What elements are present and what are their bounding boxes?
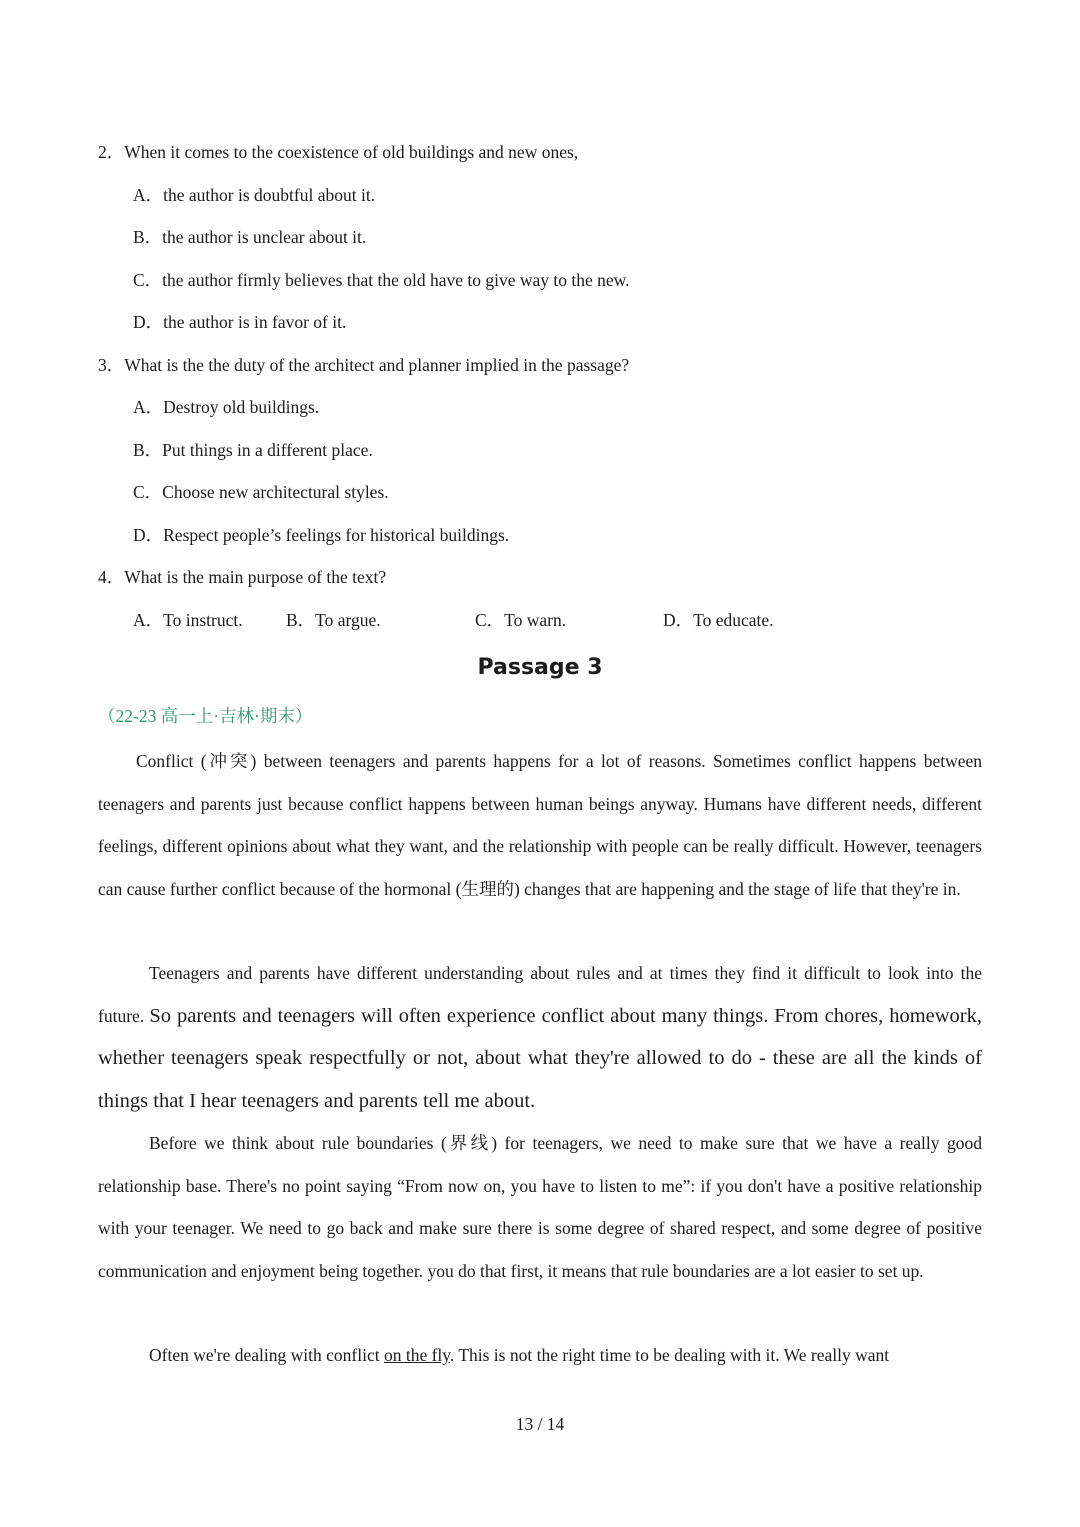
q2-option-c: C．the author firmly believes that the old have to give way to the new.: [133, 270, 630, 290]
passage-title: Passage 3: [477, 655, 603, 680]
paragraph-4-end: . This is not the right time to be dealing with it. We really want: [449, 1345, 890, 1365]
q3-option-c: C．Choose new architectural styles.: [133, 482, 389, 502]
q4-option-b: B．To argue.: [286, 610, 381, 630]
passage-source: （22-23 高一上·吉林·期末）: [98, 706, 313, 726]
q3-option-a: A．Destroy old buildings.: [133, 397, 320, 417]
passage-paragraph-3: Before we think about rule boundaries (界线) for teenagers, we need to make sure that we have a really good relationship base. There's no point saying “From now on, you have to listen to me”: if you don't have a positive relationship with your teenager. We need to go back and make sure there is some degree of shared respect, and some degree of positive communication and enjoyment being together. you do that first, it means that rule boundaries are a lot easier to set up.: [98, 1133, 982, 1281]
q4-option-c: C．To warn.: [475, 610, 567, 630]
q3-option-b: B．Put things in a different place.: [133, 440, 373, 460]
q2-option-d: D．the author is in favor of it.: [133, 312, 347, 332]
paragraph-4-start: Often we're dealing with conflict: [149, 1345, 384, 1365]
passage-paragraph-1: Conflict (冲突) between teenagers and parents happens for a lot of reasons. Sometimes conflict happens between teenagers and parents just because conflict happens between human beings anyway. Humans have different needs, different feelings, different opinions about what they want, and the relationship with people can be really difficult. However, teenagers can cause further conflict because of the hormonal (生理的) changes that are happening and the stage of life that they're in.: [98, 751, 982, 899]
page-number: 13 / 14: [515, 1414, 565, 1434]
paragraph-2-part-1: Teenagers and parents have different understanding about rules and at times they find it difficult to look into the future.: [98, 963, 982, 1026]
question-2: 2．When it comes to the coexistence of old buildings and new ones,: [98, 142, 579, 162]
question-3: 3．What is the the duty of the architect and planner implied in the passage?: [98, 355, 630, 375]
q3-option-d: D．Respect people’s feelings for historical buildings.: [133, 525, 510, 545]
q2-option-b: B．the author is unclear about it.: [133, 227, 367, 247]
q4-option-d: D．To educate.: [663, 610, 774, 630]
q4-option-a: A．To instruct.: [133, 610, 243, 630]
paragraph-2-part-2: So parents and teenagers will often experience conflict about many things. From chores, homework, whether teenagers speak respectfully or not, about what they're allowed to do - these are all the kinds of things that I hear teenagers and parents tell me about.: [98, 1004, 983, 1112]
question-4: 4．What is the main purpose of the text?: [98, 567, 387, 587]
passage-paragraph-2: [98, 952, 982, 1122]
underlined-phrase: on the fly: [383, 1345, 450, 1365]
q2-option-a: A．the author is doubtful about it.: [133, 185, 376, 205]
passage-paragraph-4: [98, 1334, 982, 1377]
